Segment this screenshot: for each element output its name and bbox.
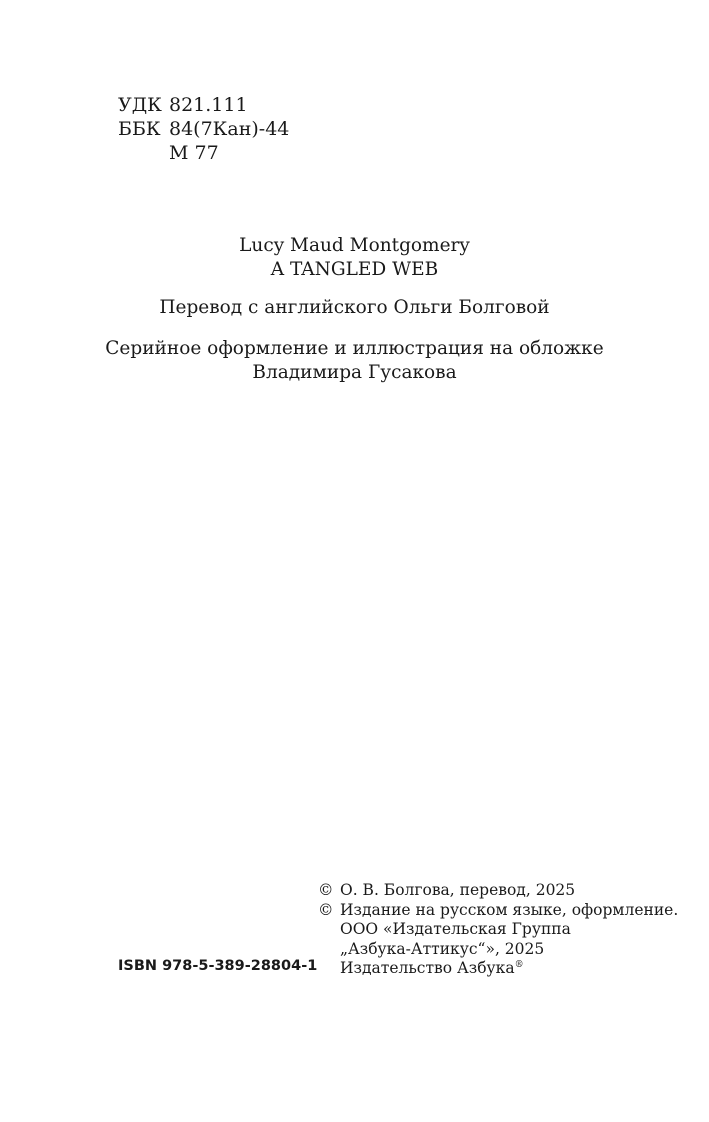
- publisher-name: Издательство Азбука: [340, 959, 515, 977]
- copyright-translation: О. В. Болгова, перевод, 2025: [340, 881, 576, 899]
- copyright-symbol-1: ©: [318, 881, 334, 899]
- registered-mark: ®: [514, 959, 524, 970]
- copyright-entry-1: [318, 881, 678, 901]
- copyright-publisher: [340, 959, 524, 979]
- author-sign-row: [118, 141, 289, 165]
- original-author: Lucy Maud Montgomery: [239, 235, 470, 256]
- translation-line: Перевод с английского Ольги Болговой: [159, 297, 550, 318]
- udk-label: УДК: [118, 94, 162, 116]
- isbn: ISBN 978-5-389-28804-1: [118, 958, 318, 974]
- copyright-block: [318, 881, 678, 979]
- translation-credit: [0, 296, 709, 320]
- bbk-row: [118, 117, 289, 141]
- original-title: A TANGLED WEB: [270, 259, 439, 280]
- copyright-edition-line-1: Издание на русском языке, оформление.: [340, 900, 679, 919]
- bbk-label: ББК: [118, 118, 161, 140]
- udk-value: 821.111: [169, 94, 248, 116]
- design-line-2: Владимира Гусакова: [252, 362, 457, 383]
- catalog-block: [118, 93, 289, 165]
- copyright-entry-2: [318, 901, 678, 921]
- copyright-edition-line-2: ООО «Издательская Группа: [340, 920, 571, 938]
- original-title-block: [0, 234, 709, 282]
- bbk-value: 84(7Кан)-44: [169, 118, 290, 140]
- author-sign: М 77: [169, 142, 219, 164]
- copyright-symbol-2: ©: [318, 900, 334, 919]
- design-line-1: Серийное оформление и иллюстрация на обложке: [105, 338, 604, 359]
- copyright-edition-line-3: „Азбука-Аттикус“», 2025: [340, 939, 545, 958]
- design-credit: [0, 337, 709, 385]
- udk-row: [118, 93, 289, 117]
